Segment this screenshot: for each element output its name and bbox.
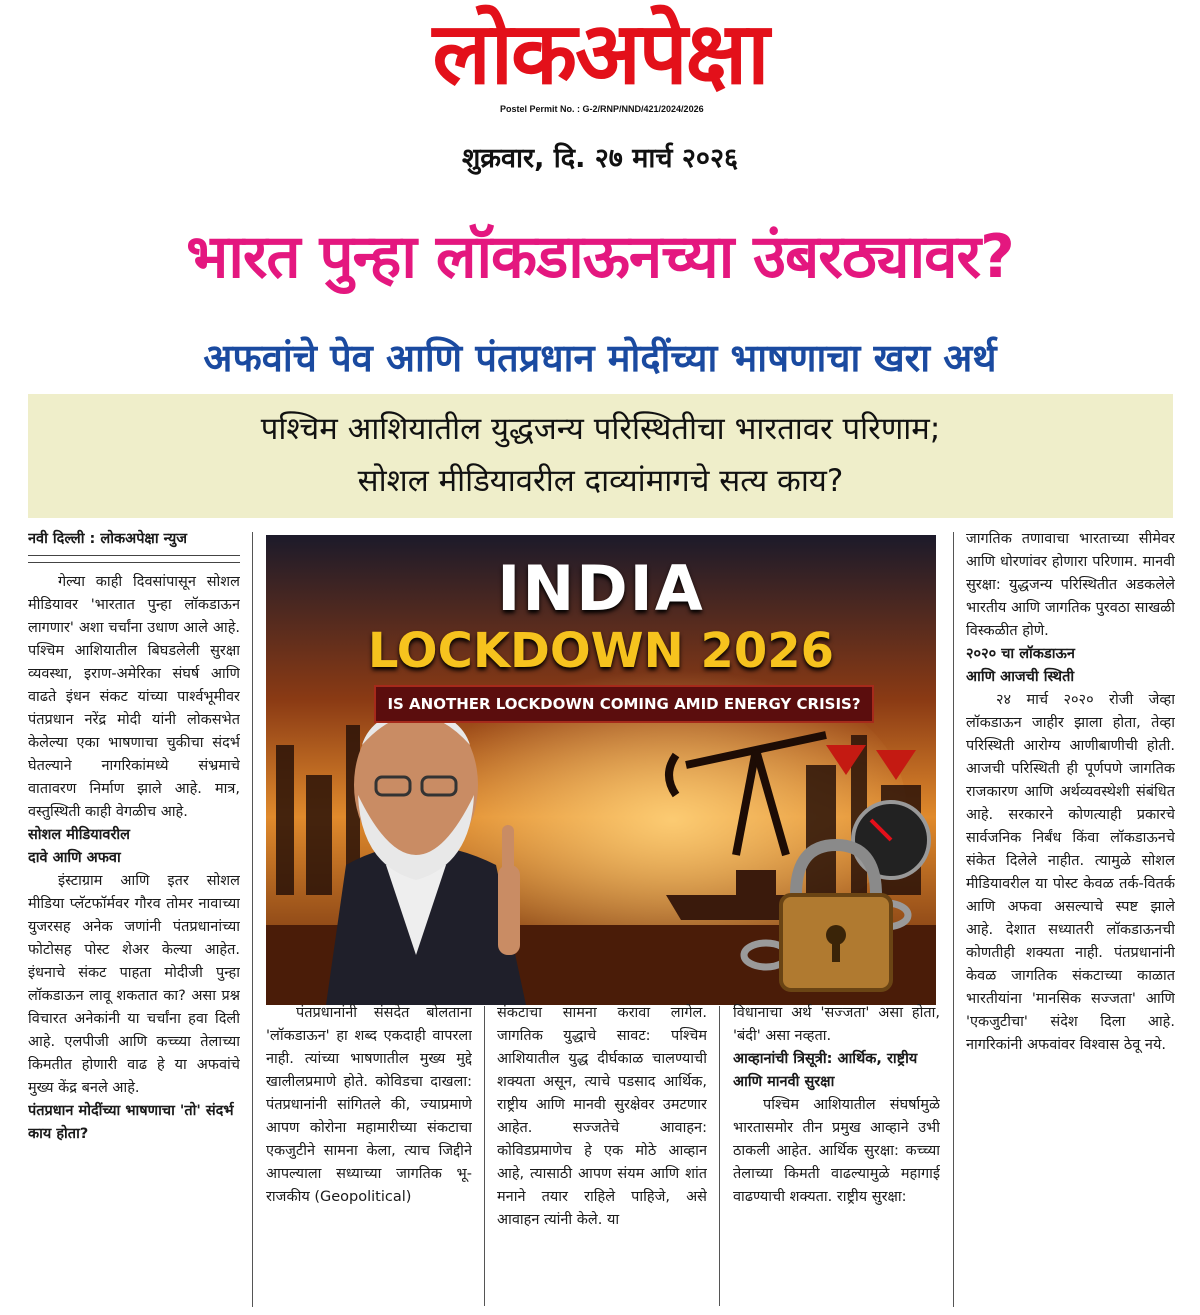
article-column-1 [28, 528, 240, 1308]
column-divider [484, 1006, 485, 1306]
column-divider [252, 532, 253, 1307]
sub-headline: अफवांचे पेव आणि पंतप्रधान मोदींच्या भाषणाचा खरा अर्थ [203, 336, 997, 380]
masthead [0, 0, 1200, 180]
article-column-3 [497, 1002, 707, 1307]
subheading: सोशल मीडियावरील [28, 827, 130, 843]
banner-line-2: सोशल मीडियावरील दाव्यांमागचे सत्य काय? [357, 463, 844, 499]
postal-permit: Postel Permit No. : G-2/RNP/NND/421/2024/2026 [500, 104, 704, 114]
subheading: दावे आणि अफवा [28, 850, 121, 866]
subheading: पंतप्रधान मोदींच्या भाषणाचा 'तो' संदर्भ काय होता? [28, 1103, 234, 1142]
subheading: २०२० चा लॉकडाऊन [966, 646, 1075, 662]
paragraph: संकटाचा सामना करावा लागेल. जागतिक युद्धाचे सावट: पश्चिम आशियातील युद्ध दीर्घकाळ चालण्याची शक्यता असून, त्याचे पडसाद आर्थिक, राष्ट्रीय आणि मानवी सुरक्षेवर उमटणार आहेत. सज्जतेचे आवाहन: कोविडप्रमाणेच हे एक मोठे आव्हान आहे, त्यासाठी आपण संयम आणि शांत मनाने तयार राहिले पाहिजे, असे आवाहन त्यांनी केले. या [497, 1005, 707, 1228]
dateline: नवी दिल्ली : लोकअपेक्षा न्युज [28, 528, 240, 556]
photo-title-line-2: LOCKDOWN 2026 [367, 623, 835, 679]
paragraph: इंस्टाग्राम आणि इतर सोशल मीडिया प्लॅटफॉर्मवर गौरव तोमर नावाच्या युजरसह अनेक जणांनी पंतप्रधानांच्या फोटोसह पोस्ट शेअर केल्या आहेत. इंधनाचे संकट पाहता मोदीजी पुन्हा लॉकडाऊन लावू शकतात का? असा प्रश्न विचारत अनेकांनी या चर्चांना हवा दिली आहे. एलपीजी आणि कच्च्या तेलाच्या किमतीत होणारी वाढ हे या अफवांचे मुख्य केंद्र बनले आहे. [28, 873, 240, 1096]
paragraph: पश्चिम आशियातील संघर्षामुळे भारतासमोर तीन प्रमुख आव्हाने उभी ठाकली आहेत. आर्थिक सुरक्षा: कच्च्या तेलाच्या किमती वाढल्यामुळे महागाई वाढण्याची शक्यता. राष्ट्रीय सुरक्षा: [733, 1097, 940, 1205]
article-column-5 [966, 528, 1175, 1308]
main-headline: भारत पुन्हा लॉकडाऊनच्या उंबरठ्यावर? [186, 222, 1014, 292]
subheading: आणि आजची स्थिती [966, 669, 1075, 685]
column-divider [953, 532, 954, 1307]
subheading: आव्हानांची त्रिसूत्री: आर्थिक, राष्ट्रीय आणि मानवी सुरक्षा [733, 1051, 918, 1090]
paragraph: पंतप्रधानांनी संसदेत बोलताना 'लॉकडाऊन' हा शब्द एकदाही वापरला नाही. त्यांच्या भाषणातील मुख्य मुद्दे खालीलप्रमाणे होते. कोविडचा दाखला: पंतप्रधानांनी सांगितले की, ज्याप्रमाणे आपण कोरोना महामारीच्या संकटाचा एकजुटीने सामना केला, त्याच जिद्दीने आपल्याला सध्याच्या जागतिक भू-राजकीय (Geopolitical) [266, 1005, 472, 1205]
issue-date: शुक्रवार, दि. २७ मार्च २०२६ [461, 143, 739, 174]
photo-tagline: IS ANOTHER LOCKDOWN COMING AMID ENERGY CRISIS? [374, 685, 874, 723]
paragraph: गेल्या काही दिवसांपासून सोशल मीडियावर 'भारतात पुन्हा लॉकडाऊन लागणार' अशा चर्चांना उधाण आले आहे. पश्चिम आशियातील बिघडलेली सुरक्षा व्यवस्था, इराण-अमेरिका संघर्ष आणि वाढते इंधन संकट यांच्या पार्श्वभूमीवर पंतप्रधान नरेंद्र मोदी यांनी लोकसभेत केलेल्या एका भाषणाचा चुकीचा संदर्भ घेतल्याने नागरिकांमध्ये संभ्रमाचे वातावरण निर्माण झाले आहे. मात्र, वस्तुस्थिती काही वेगळीच आहे. [28, 574, 240, 820]
summary-banner [28, 394, 1173, 518]
paragraph: विधानाचा अर्थ 'सज्जता' असा होता, 'बंदी' असा नव्हता. [733, 1005, 940, 1044]
paragraph: जागतिक तणावाचा भारताच्या सीमेवर आणि धोरणांवर होणारा परिणाम. मानवी सुरक्षा: युद्धजन्य परिस्थितीत अडकलेले भारतीय आणि जागतिक पुरवठा साखळी विस्कळीत होणे. [966, 531, 1175, 639]
paragraph: २४ मार्च २०२० रोजी जेव्हा लॉकडाऊन जाहीर झाला होता, तेव्हा परिस्थिती आरोग्य आणीबाणीची होती. आजची परिस्थिती ही पूर्णपणे जागतिक राजकारण आणि अर्थव्यवस्थेशी संबंधित आहे. सरकारने कोणत्याही प्रकारचे सार्वजनिक निर्बंध किंवा लॉकडाऊनचे संकेत दिलेले नाहीत. त्यामुळे सोशल मीडियावरील या पोस्ट केवळ तर्क-वितर्क आणि अफवा असल्याचे स्पष्ट झाले आहे. देशात सध्यातरी लॉकडाऊनची कोणतीही शक्यता नाही. पंतप्रधानांनी केवळ जागतिक संकटाच्या काळात भारतीयांना 'मानसिक सज्जता' आणि 'एकजुटीचा' संदेश दिला आहे. नागरिकांनी अफवांवर विश्वास ठेवू नये. [966, 692, 1175, 1053]
lead-photo [266, 535, 936, 1005]
article-column-2 [266, 1002, 472, 1307]
banner-line-1: पश्चिम आशियातील युद्धजन्य परिस्थितीचा भारतावर परिणाम; [260, 411, 941, 447]
newspaper-logo: लोकअपेक्षा [432, 4, 768, 104]
photo-title-line-1: INDIA [497, 552, 705, 625]
article-column-4 [733, 1002, 940, 1307]
column-divider [719, 1006, 720, 1306]
